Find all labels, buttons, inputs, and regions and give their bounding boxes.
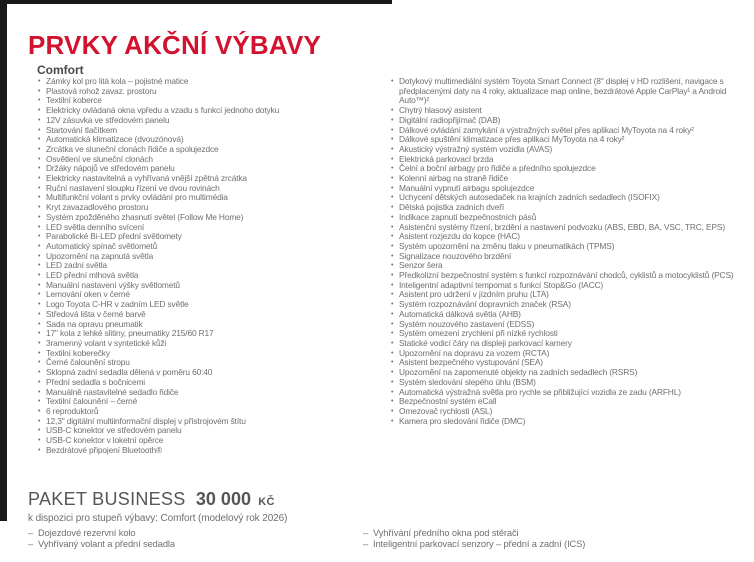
list-item: – Vyhřívaný volant a přední sedadla bbox=[28, 539, 363, 550]
list-item: • Textilní koberečky bbox=[37, 349, 390, 359]
list-item: • Dálkové ovládání zamykání a výstražných světel přes aplikaci MyToyota na 4 roky² bbox=[390, 126, 752, 136]
list-item: • Asistenční systémy řízení, brzdění a nastavení podvozku (ABS, EBD, BA, VSC, TRC, EPS) bbox=[390, 223, 752, 233]
list-item: • Signalizace nouzového brzdění bbox=[390, 252, 752, 262]
paket-columns bbox=[28, 528, 743, 549]
list-item: • Přední sedadla s bočnicemi bbox=[37, 378, 390, 388]
list-item: • Sada na opravu pneumatik bbox=[37, 320, 390, 330]
list-item: • Zrcátka ve sluneční clonách řidiče a spolujezdce bbox=[37, 145, 390, 155]
list-item: • Bezpečnostní systém eCall bbox=[390, 397, 752, 407]
list-item: • Čelní a boční airbagy pro řidiče a předního spolujezdce bbox=[390, 164, 752, 174]
list-item: • Dálkové spuštění klimatizace přes aplikaci MyToyota na 4 roky² bbox=[390, 135, 752, 145]
list-item: • Akustický výstražný systém vozidla (AVAS) bbox=[390, 145, 752, 155]
list-item: • Systém upozornění na změnu tlaku v pneumatikách (TPMS) bbox=[390, 242, 752, 252]
paket-column-left bbox=[28, 528, 363, 549]
list-item: • Manuálně nastavitelné sedadlo řidiče bbox=[37, 388, 390, 398]
list-item: • Inteligentní adaptivní tempomat s funkcí Stop&Go (IACC) bbox=[390, 281, 752, 291]
page-edge-left bbox=[0, 0, 7, 521]
list-item: • Středová lišta v černé barvě bbox=[37, 310, 390, 320]
list-item: • Držáky nápojů ve středovém panelu bbox=[37, 164, 390, 174]
paket-availability-note: k dispozici pro stupeň výbavy: Comfort (modelový rok 2026) bbox=[28, 513, 288, 524]
list-item: • Předkolizní bezpečnostní systém s funkcí rozpoznávání chodců, cyklistů a motocyklistů (PCS) bbox=[390, 271, 752, 281]
list-item: • Asistent bezpečného vystupování (SEA) bbox=[390, 358, 752, 368]
list-item: • Indikace zapnutí bezpečnostních pásů bbox=[390, 213, 752, 223]
paket-currency: KČ bbox=[258, 496, 275, 508]
list-item: • Automatická klimatizace (dvouzónová) bbox=[37, 135, 390, 145]
list-item: • Elektricky nastavitelná a vyhřívaná vnější zpětná zrcátka bbox=[37, 174, 390, 184]
equipment-column-right bbox=[390, 77, 752, 455]
list-item: • Senzor šera bbox=[390, 261, 752, 271]
equipment-list-right bbox=[390, 77, 752, 426]
list-item: • 12,3" digitální multiinformační displej v přístrojovém štítu bbox=[37, 417, 390, 427]
list-item: • Upozornění na zapnutá světla bbox=[37, 252, 390, 262]
paket-column-right bbox=[363, 528, 743, 549]
list-item: • 12V zásuvka ve středovém panelu bbox=[37, 116, 390, 126]
list-item: • Automatický spínač světlometů bbox=[37, 242, 390, 252]
list-item: • Plastová rohož zavaz. prostoru bbox=[37, 87, 390, 97]
list-item: – Dojezdové rezervní kolo bbox=[28, 528, 363, 539]
equipment-list-left bbox=[37, 77, 390, 455]
list-item: • Automatická výstražná světla pro rychle se přibližující vozidla ze zadu (ARFHL) bbox=[390, 388, 752, 398]
list-item: • Multifunkční volant s prvky ovládání pro multimédia bbox=[37, 193, 390, 203]
list-item: • Logo Toyota C-HR v zadním LED světle bbox=[37, 300, 390, 310]
equipment-columns bbox=[37, 77, 752, 455]
list-item: • Uchycení dětských autosedaček na krajních zadních sedadlech (ISOFIX) bbox=[390, 193, 752, 203]
list-item: • Automatická dálková světla (AHB) bbox=[390, 310, 752, 320]
equipment-column-left bbox=[37, 77, 390, 455]
list-item: • Omezovač rychlosti (ASL) bbox=[390, 407, 752, 417]
list-item: • Systém zpožděného zhasnutí světel (Follow Me Home) bbox=[37, 213, 390, 223]
list-item: • Parabolické Bi-LED přední světlomety bbox=[37, 232, 390, 242]
paket-name: PAKET BUSINESS bbox=[28, 489, 186, 509]
list-item: • Elektricky ovládaná okna vpředu a vzadu s funkcí jednoho dotyku bbox=[37, 106, 390, 116]
list-item: • Dotykový multimediální systém Toyota Smart Connect (8" displej v HD rozlišení, navigace s předplacenými daty na 4 roky, aktualizace map online, bezdrátové Apple CarPlay¹ a Android Auto™)² bbox=[390, 77, 752, 106]
list-item: • Systém omezení zrychlení při nízké rychlosti bbox=[390, 329, 752, 339]
list-item: • Systém nouzového zastavení (EDSS) bbox=[390, 320, 752, 330]
list-item: • Textilní čalounění – černé bbox=[37, 397, 390, 407]
list-item: • Manuální vypnutí airbagu spolujezdce bbox=[390, 184, 752, 194]
list-item: • 17" kola z lehké slitiny, pneumatiky 215/60 R17 bbox=[37, 329, 390, 339]
list-item: • Asistent rozjezdu do kopce (HAC) bbox=[390, 232, 752, 242]
list-item: • 6 reproduktorů bbox=[37, 407, 390, 417]
list-item: • Ruční nastavení sloupku řízení ve dvou rovinách bbox=[37, 184, 390, 194]
list-item: • Upozornění na dopravu za vozem (RCTA) bbox=[390, 349, 752, 359]
paket-title bbox=[28, 489, 275, 510]
list-item: • 3ramenný volant v syntetické kůži bbox=[37, 339, 390, 349]
list-item: • Manuální nastavení výšky světlometů bbox=[37, 281, 390, 291]
list-item: • Asistent pro udržení v jízdním pruhu (LTA) bbox=[390, 290, 752, 300]
paket-list-right bbox=[363, 528, 743, 549]
list-item: • Elektrická parkovací brzda bbox=[390, 155, 752, 165]
list-item: • LED přední mlhová světla bbox=[37, 271, 390, 281]
page-edge-top bbox=[0, 0, 392, 4]
list-item: • Startování tlačítkem bbox=[37, 126, 390, 136]
list-item: • Kolenní airbag na straně řidiče bbox=[390, 174, 752, 184]
list-item: • Bezdrátové připojení Bluetooth® bbox=[37, 446, 390, 456]
list-item: • Osvětlení ve sluneční clonách bbox=[37, 155, 390, 165]
list-item: • Lemování oken v černé bbox=[37, 290, 390, 300]
list-item: • Sklopná zadní sedadla dělená v poměru 60:40 bbox=[37, 368, 390, 378]
list-item: • Dětská pojistka zadních dveří bbox=[390, 203, 752, 213]
list-item: • LED zadní světla bbox=[37, 261, 390, 271]
list-item: • USB-C konektor ve středovém panelu bbox=[37, 426, 390, 436]
list-item: • Systém sledování slepého úhlu (BSM) bbox=[390, 378, 752, 388]
list-item: • Černé čalounění stropu bbox=[37, 358, 390, 368]
list-item: • Statické vodicí čáry na displeji parkovací kamery bbox=[390, 339, 752, 349]
section-heading-comfort: Comfort bbox=[37, 62, 84, 77]
list-item: • Upozornění na zapomenuté objekty na zadních sedadlech (RSRS) bbox=[390, 368, 752, 378]
list-item: • Kryt zavazadlového prostoru bbox=[37, 203, 390, 213]
list-item: • Zámky kol pro litá kola – pojistné matice bbox=[37, 77, 390, 87]
list-item: • USB-C konektor v loketní opěrce bbox=[37, 436, 390, 446]
paket-price: 30 000 bbox=[195, 489, 251, 509]
list-item: • Digitální radiopřijímač (DAB) bbox=[390, 116, 752, 126]
list-item: – Inteligentní parkovací senzory – přední a zadní (ICS) bbox=[363, 539, 743, 550]
paket-list-left bbox=[28, 528, 363, 549]
list-item: – Vyhřívání předního okna pod stěrači bbox=[363, 528, 743, 539]
list-item: • LED světla denního svícení bbox=[37, 223, 390, 233]
list-item: • Textilní koberce bbox=[37, 96, 390, 106]
list-item: • Kamera pro sledování řidiče (DMC) bbox=[390, 417, 752, 427]
list-item: • Chytrý hlasový asistent bbox=[390, 106, 752, 116]
list-item: • Systém rozpoznávání dopravních značek (RSA) bbox=[390, 300, 752, 310]
page-title: PRVKY AKČNÍ VÝBAVY bbox=[28, 30, 322, 61]
